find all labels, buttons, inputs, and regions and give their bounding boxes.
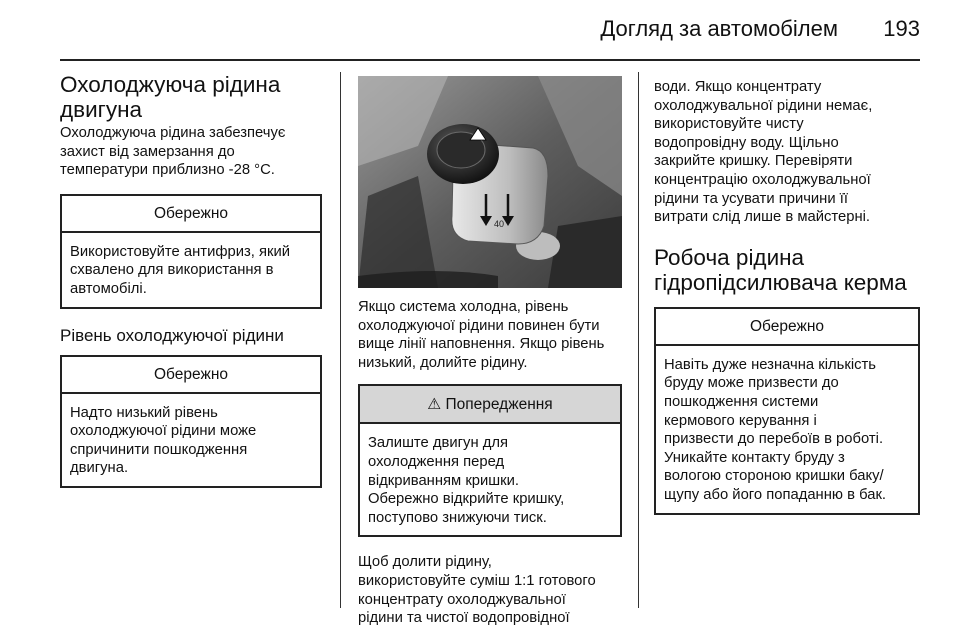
caution-box-dirt [654, 307, 920, 515]
caution-heading: Обережно [62, 196, 320, 233]
column-3 [654, 78, 920, 515]
caution-box-low-level [60, 355, 322, 488]
warning-text: Залиште двигун для охолодження перед відкриванням кришки. Обережно відкрийте кришку, поступово знижуючи тиск. [368, 435, 565, 526]
column-divider [638, 72, 639, 608]
caution-heading: Обережно [656, 309, 918, 346]
warning-heading [360, 386, 620, 424]
subsection-title-coolant-level: Рівень охолоджуючої рідини [60, 325, 284, 345]
level-check-text: Якщо система холодна, рівень охолоджуючої рідини повинен бути вище лінії наповнення. Якщо рівень низький, долийте рідину. [358, 299, 605, 371]
coolant-reservoir-photo [358, 76, 622, 288]
caution-text: Використовуйте антифриз, який схвалено для використання в автомобілі. [70, 243, 291, 297]
page-header [60, 0, 920, 62]
section-title-coolant: Охолоджуюча рідина двигуна [60, 72, 281, 122]
caution-box-antifreeze [60, 194, 322, 309]
header-title: Догляд за автомобілем [600, 16, 838, 41]
column-2 [358, 76, 622, 628]
warning-triangle-icon: ⚠ [427, 396, 442, 414]
caution-text: Надто низький рівень охолоджуючої рідини може спричинити пошкодження двигуна. [70, 404, 257, 477]
caution-heading: Обережно [62, 357, 320, 394]
warning-box-hot-engine [358, 384, 622, 537]
topping-up-text-continued: води. Якщо концентрату охолоджувальної рідини немає, використовуйте чисту водопровідну воду. Щільно закрийте кришку. Перевіряти концентрацію охолоджувальної рідини та усувати причини її витрати слід лише в майстерні. [654, 79, 873, 226]
topping-up-text: Щоб долити рідину, використовуйте суміш 1:1 готового концентрату охолоджувальної рідини та чистої водопровідної [358, 554, 596, 627]
coolant-intro-text: Охолоджуюча рідина забезпечує захист від замерзання до температури приблизно -28 °C. [60, 125, 286, 179]
caution-text: Навіть дуже незначна кількість бруду може призвести до пошкодження системи кермового керування і призвести до перебоїв в роботі. Уникайте контакту бруду з вологою стороною кришки баку/ щупу або його попаданню в бак. [664, 356, 887, 503]
page-number: 193 [883, 16, 920, 41]
column-1 [60, 72, 322, 488]
column-divider [340, 72, 341, 608]
warning-heading-label: Попередження [445, 396, 553, 414]
header-rule [60, 59, 920, 61]
fill-line-label: 40 [494, 219, 505, 229]
section-title-power-steering: Робоча рідина гідропідсилювача керма [654, 244, 907, 295]
